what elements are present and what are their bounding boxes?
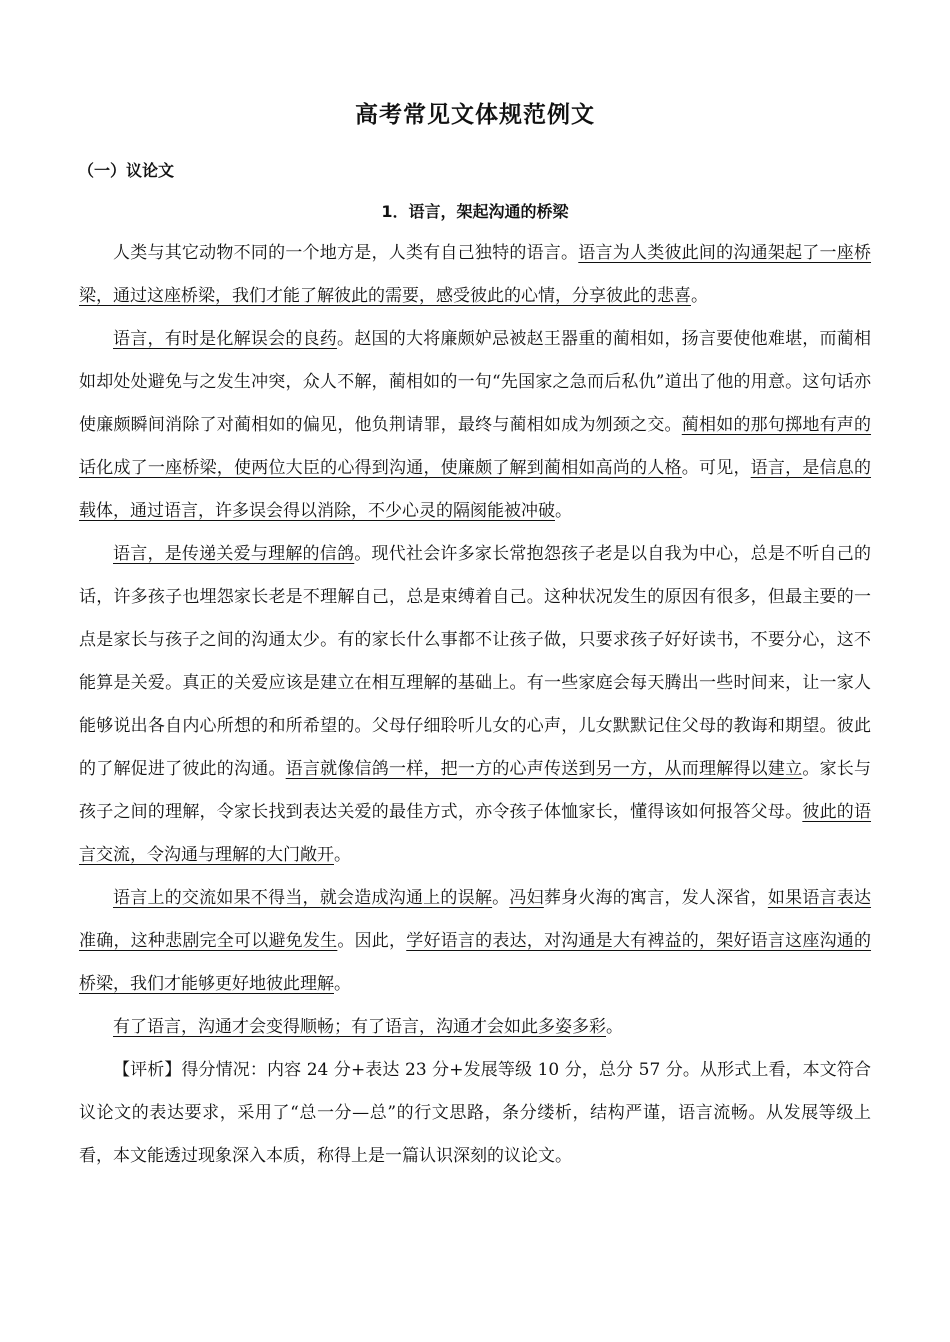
paragraph-text: 。 <box>691 286 708 306</box>
paragraph-text: 。现代社会许多家长常抱怨孩子老是以自我为中心，总是不听自己的话，许多孩子也埋怨家长老是不理解自己，总是束缚着自己。这种状况发生的原因有很多，但最主要的一点是家长与孩子之间的沟通太少。有的家长什么事都不让孩子做，只要求孩子好好读书，不要分心，这不能算是关爱。真正的关爱应该是建立在相互理解的基础上。有一些家庭会每天腾出一些时间来，让一家人能够说出各自内心所想的和所希望的。父母仔细聆听儿女的心声，儿女默默记住父母的教诲和期望。彼此的了解促进了彼此的沟通。 <box>79 544 872 779</box>
essay-paragraph <box>79 1006 871 1049</box>
essay-paragraph <box>79 232 871 318</box>
underlined-key-sentence: 冯妇 <box>509 888 544 908</box>
paragraph-text: 。家长与孩子之间的理解，令家长找到表达关爱的最佳方式，亦令孩子体恤家长，懂得该如何报答父母。 <box>79 759 872 822</box>
paragraph-text: 葬身火海的寓言，发人深省， <box>543 888 768 908</box>
underlined-key-sentence: 语言，有时是化解误会的良药 <box>113 329 338 349</box>
underlined-key-sentence: 语言就像信鸽一样，把一方的心声传送到另一方，从而理解得以建立 <box>285 759 803 779</box>
paragraph-text: 人类与其它动物不同的一个地方是，人类有自己独特的语言。 <box>113 243 579 263</box>
underlined-key-sentence: 彼此的语言交流，令沟通与理解的大门敞开 <box>79 802 872 865</box>
essay-paragraph <box>79 877 871 1006</box>
paragraph-text: 【评析】得分情况：内容 24 分+表达 23 分+发展等级 10 分，总分 57 分。从形式上看，本文符合议论文的表达要求，采用了“总一分—总”的行文思路，条分缕析，结构严谨，语言流畅。从发展等级上看，本文能透过现象深入本质，称得上是一篇认识深刻的议论文。 <box>79 1060 871 1166</box>
underlined-key-sentence: 如果语言表达准确，这种悲剧完全可以避免发生 <box>79 888 872 951</box>
essay-paragraph <box>79 533 871 877</box>
underlined-key-sentence: 蔺相如的那句掷地有声的话化成了一座桥梁，使两位大臣的心得到沟通，使廉颇了解到蔺相如高尚的人格 <box>79 415 872 478</box>
underlined-key-sentence: 语言，是传递关爱与理解的信鸽 <box>113 544 355 564</box>
essay-body <box>79 232 871 1178</box>
paragraph-text: 。 <box>555 501 572 521</box>
paragraph-text: 。 <box>606 1017 623 1037</box>
underlined-key-sentence: 语言上的交流如果不得当，就会造成沟通上的误解 <box>113 888 493 908</box>
essay-paragraph <box>79 318 871 533</box>
paragraph-text: 。 <box>492 888 510 908</box>
paragraph-text: 。赵国的大将廉颇妒忌被赵王器重的蔺相如，扬言要使他难堪，而蔺相如却处处避免与之发生冲突，众人不解，蔺相如的一句“先国家之急而后私仇”道出了他的用意。这句话亦使廉颇瞬间消除了对蔺相如的偏见，他负荆请罪，最终与蔺相如成为刎颈之交。 <box>79 329 872 435</box>
document-title: 高考常见文体规范例文 <box>355 102 595 128</box>
underlined-key-sentence: 有了语言，沟通才会变得顺畅；有了语言，沟通才会如此多姿多彩 <box>113 1017 606 1037</box>
paragraph-text: 。 <box>334 845 351 865</box>
essay-title: 1．语言，架起沟通的桥梁 <box>381 202 569 221</box>
paragraph-text: 。因此， <box>337 931 407 951</box>
underlined-key-sentence: 学好语言的表达，对沟通是大有裨益的，架好语言这座沟通的桥梁，我们才能够更好地彼此理解 <box>79 931 872 994</box>
commentary-paragraph <box>79 1049 871 1178</box>
underlined-key-sentence: 语言，是信息的载体，通过语言，许多误会得以消除，不少心灵的隔阂能被冲破 <box>79 458 872 521</box>
underlined-key-sentence: 语言为人类彼此间的沟通架起了一座桥梁，通过这座桥梁，我们才能了解彼此的需要，感受彼此的心情，分享彼此的悲喜 <box>79 243 872 306</box>
section-heading: （一）议论文 <box>78 161 175 180</box>
paragraph-text: 。 <box>334 974 351 994</box>
paragraph-text: 。可见， <box>681 458 751 478</box>
